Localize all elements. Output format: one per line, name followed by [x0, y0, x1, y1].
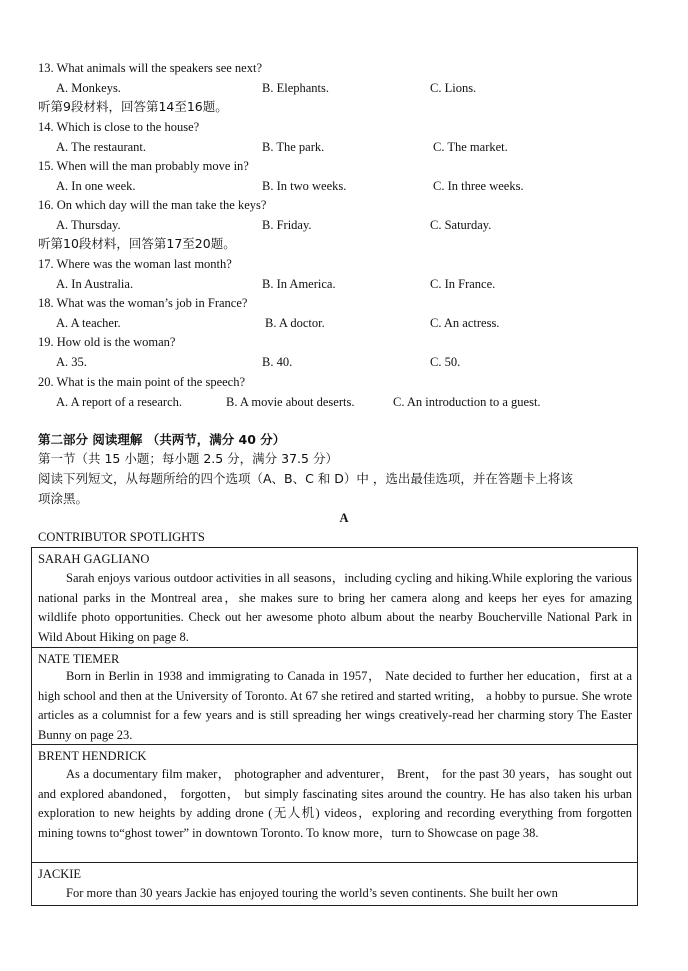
option-a: A. In Australia.	[56, 277, 134, 291]
question-stem: 14. Which is close to the house?	[38, 120, 200, 134]
instruction-text: 阅读下列短文，从每题所给的四个选项（A、B、C 和 D）中 ，选出最佳选项，并在答题卡上将该	[38, 471, 573, 486]
option-c: C. The market.	[433, 140, 508, 154]
contributor-name: BRENT HENDRICK	[38, 749, 147, 763]
contributor-name: JACKIE	[38, 867, 82, 881]
option-c: C. 50.	[430, 355, 461, 369]
question-stem: 17. Where was the woman last month?	[38, 257, 232, 271]
option-b: B. Friday.	[262, 218, 312, 232]
contributor-box	[31, 744, 638, 863]
option-a: A. The restaurant.	[56, 140, 147, 154]
option-c: C. An introduction to a guest.	[393, 395, 541, 409]
question-stem: 13. What animals will the speakers see next?	[38, 61, 263, 75]
option-b: B. 40.	[262, 355, 293, 369]
passage-title: CONTRIBUTOR SPOTLIGHTS	[38, 530, 205, 544]
passage-label: A	[339, 511, 349, 525]
contributor-box	[31, 647, 638, 745]
option-b: B. In America.	[262, 277, 336, 291]
question-stem: 19. How old is the woman?	[38, 335, 176, 349]
part-heading: 第二部分 阅读理解 （共两节，满分 40 分）	[38, 432, 286, 447]
option-b: B. A movie about deserts.	[226, 395, 355, 409]
section-heading: 第一节（共 15 小题；每小题 2.5 分，满分 37.5 分）	[38, 451, 338, 466]
contributor-box	[31, 862, 638, 906]
contributor-bio: Born in Berlin in 1938 and immigrating to Canada in 1957， Nate decided to further her education，first at a high school and then at the University of Toronto. At 67 she retired and started writing， a hobby to pursue. She wrote articles as a columnist for a few years and is still spreading her wings creatively-read her charming story The Easter Bunny on page 23.	[38, 669, 632, 743]
question-stem: 18. What was the woman’s job in France?	[38, 296, 248, 310]
material-note: 听第10段材料，回答第17至20题。	[38, 236, 236, 251]
contributor-bio: Sarah enjoys various outdoor activities in all seasons，including cycling and hiking.While exploring the various national parks in the Montreal area，she makes sure to bring her camera along and keeps her eyes for amazing wildlife photo opportunities. Check out her awesome photo album about the nearby Boucherville National Park in Wild About Hiking on page 8.	[38, 571, 632, 645]
material-note: 听第9段材料，回答第14至16题。	[38, 99, 228, 114]
question-stem: 15. When will the man probably move in?	[38, 159, 249, 173]
option-a: A. Thursday.	[56, 218, 121, 232]
question-stem: 20. What is the main point of the speech?	[38, 375, 246, 389]
option-c: C. In three weeks.	[433, 179, 524, 193]
option-b: B. Elephants.	[262, 81, 330, 95]
contributor-name: SARAH GAGLIANO	[38, 552, 150, 566]
option-b: B. In two weeks.	[262, 179, 347, 193]
option-a: A. In one week.	[56, 179, 136, 193]
contributor-bio: For more than 30 years Jackie has enjoyed touring the world’s seven continents. She built her own	[66, 886, 558, 900]
option-c: C. Lions.	[430, 81, 477, 95]
option-b: B. The park.	[262, 140, 325, 154]
option-a: A. 35.	[56, 355, 87, 369]
contributor-bio: As a documentary film maker， photographer and adventurer， Brent， for the past 30 years，has sought out and explored abandoned， forgotten， but simply fascinating sites around the country. He has also taken his urban exploration to new heights by adding drone (无人机) videos，exploring and recording everything from forgotten mining towns to“ghost tower” in downtown Toronto. To know more，turn to Showcase on page 38.	[38, 767, 632, 841]
option-a: A. A teacher.	[56, 316, 121, 330]
option-c: C. Saturday.	[430, 218, 492, 232]
option-a: A. Monkeys.	[56, 81, 121, 95]
option-b: B. A doctor.	[265, 316, 325, 330]
option-c: C. An actress.	[430, 316, 500, 330]
question-stem: 16. On which day will the man take the keys?	[38, 198, 267, 212]
contributor-box	[31, 547, 638, 648]
instruction-text-cont: 项涂黑。	[38, 491, 89, 506]
option-c: C. In France.	[430, 277, 496, 291]
contributor-name: NATE TIEMER	[38, 652, 120, 666]
option-a: A. A report of a research.	[56, 395, 182, 409]
